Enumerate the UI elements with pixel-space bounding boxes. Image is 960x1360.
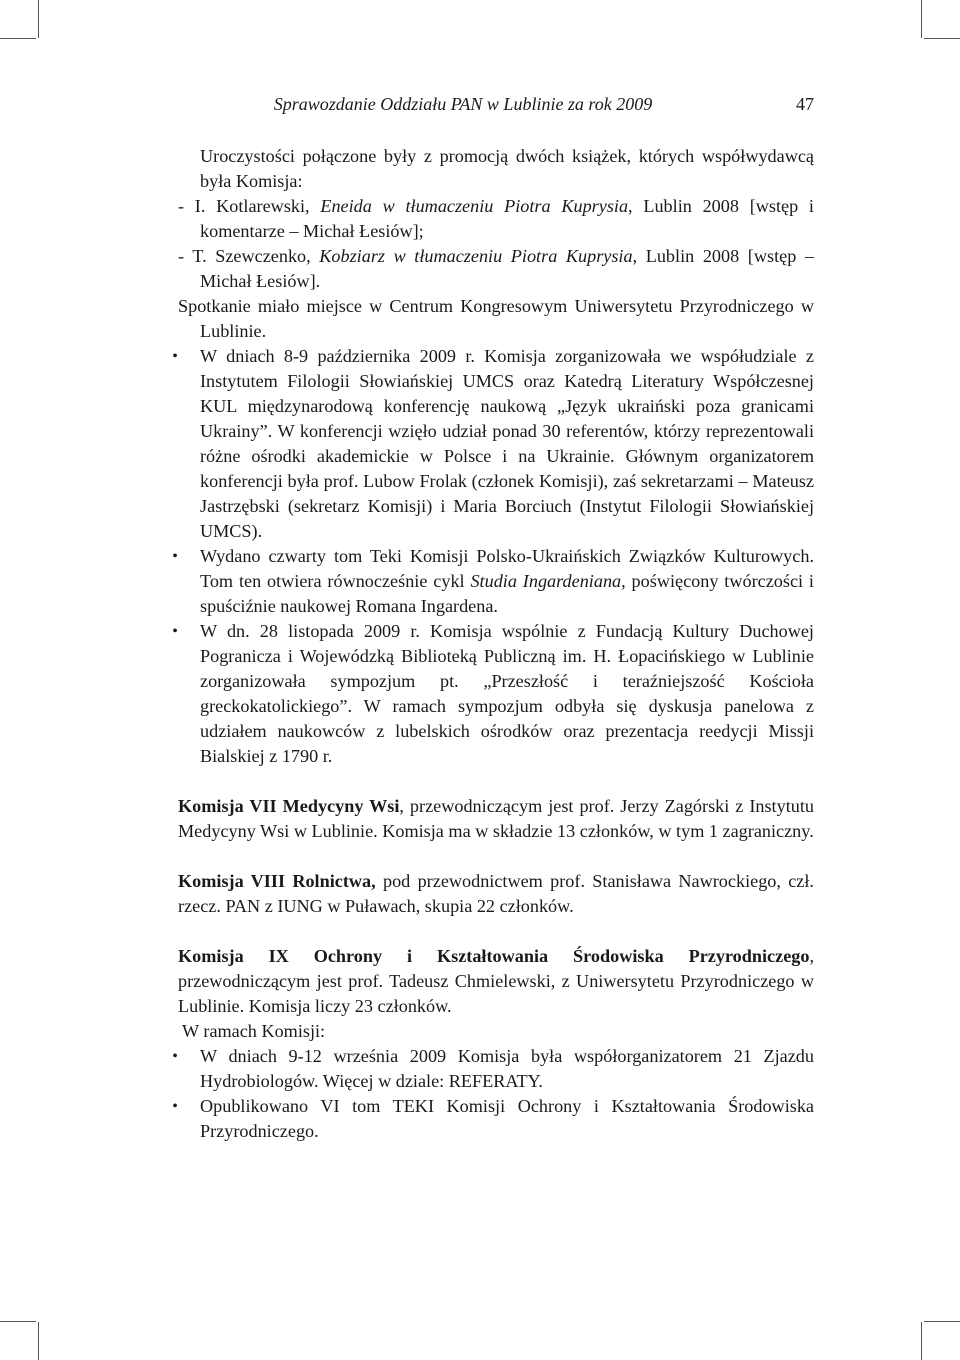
list-item-text: W dn. 28 listopada 2009 r. Komisja wspólnie z Fundacją Kultury Duchowej Pogranicza i Wojewódzką Biblioteką Publiczną im. H. Łopacińskiego w Lublinie zorganizowała sympozjum pt. „Przeszłość i teraźniejszość Kościoła greckokatolickiego”. W ramach sympozjum odbyła się dyskusja panelowa z udziałem naukowców z lubelskich ośrodków oraz prezentacja reedycji Missji Bialskiej z 1790 r.: [200, 621, 814, 766]
list-item-text: Wydano czwarty tom Teki Komisji Polsko-Ukraińskich Związków Kulturowych. Tom ten otwiera równocześnie cykl: [200, 546, 814, 591]
intro-paragraph: Uroczystości połączone były z promocją dwóch książek, których współwydawcą była Komisja:: [200, 146, 814, 191]
crop-mark: [921, 0, 922, 38]
series-title: Studia Ingardeniana: [470, 571, 622, 591]
book-entry: [178, 244, 814, 294]
within-label: W ramach Komisji:: [182, 1021, 326, 1041]
list-item-text: W dniach 8-9 października 2009 r. Komisja zorganizowała we współudziale z Instytutem Filologii Słowiańskiej UMCS oraz Katedrą Literatury Współczesnej KUL międzynarodową konferencję naukową „Język ukraiński poza granicami Ukrainy”. W konferencji wzięło udział ponad 30 referentów, którzy reprezentowali różne ośrodki akademickie w Polsce i na Ukrainie. Głównym organizatorem konferencji była prof. Lubow Frolak (członek Komisji), zaś sekretarzami – Mateusz Jastrzębski (sekretarz Komisji) i Maria Borciuch (Instytut Filologii Słowiańskiej UMCS).: [200, 346, 814, 541]
crop-mark: [38, 0, 39, 38]
crop-mark: [924, 1321, 960, 1322]
bullet-icon: •: [172, 548, 178, 565]
list-item: [172, 619, 814, 769]
book-details: , Lublin 2008 [wstęp i komentarze – Michał Łesiów];: [200, 196, 814, 241]
list-item-text: , poświęcony twórczości i spuściźnie naukowej Romana Ingardena.: [200, 571, 814, 616]
commission-name: Komisja VII Medycyny Wsi: [178, 796, 400, 816]
commission-name: Komisja VIII Rolnictwa,: [178, 871, 376, 891]
crop-mark: [0, 1321, 36, 1322]
crop-mark: [921, 1322, 922, 1360]
list-item: [172, 1094, 814, 1144]
crop-mark: [924, 38, 960, 39]
commission-name: Komisja IX Ochrony i Kształtowania Środowiska Przyrodniczego: [178, 946, 810, 966]
commission-text: , przewodniczącym jest prof. Tadeusz Chmielewski, z Uniwersytetu Przyrodniczego w Lublinie. Komisja liczy 23 członków.: [178, 946, 814, 1016]
list-item: [172, 344, 814, 544]
book-title: Kobziarz w tłumaczeniu Piotra Kuprysia: [319, 246, 633, 266]
list-item-text: Opublikowano VI tom TEKI Komisji Ochrony i Kształtowania Środowiska Przyrodniczego.: [200, 1096, 814, 1141]
crop-mark: [0, 38, 36, 39]
book-details: , Lublin 2008 [wstęp – Michał Łesiów].: [200, 246, 814, 291]
commission-text: , przewodniczącym jest prof. Jerzy Zagórski z Instytutu Medycyny Wsi w Lublinie. Komisja ma w składzie 13 członków, w tym 1 zagraniczny.: [178, 796, 814, 841]
book-author: - T. Szewczenko,: [178, 246, 320, 266]
commission-paragraph: [178, 944, 814, 1019]
commission-paragraph: [178, 794, 814, 844]
book-entry: [178, 194, 814, 244]
list-item: [172, 544, 814, 619]
page-body: [172, 144, 814, 1144]
page-number: 47: [796, 94, 814, 114]
header-title: Sprawozdanie Oddziału PAN w Lublinie za rok 2009: [273, 94, 653, 114]
bullet-icon: •: [172, 623, 178, 640]
running-header: [178, 94, 814, 118]
book-author: - I. Kotlarewski,: [178, 196, 321, 216]
list-item: [172, 1044, 814, 1094]
commission-text: pod przewodnictwem prof. Stanisława Nawrockiego, czł. rzecz. PAN z IUNG w Puławach, skupia 22 członków.: [178, 871, 814, 916]
commission-paragraph: [178, 869, 814, 919]
crop-mark: [38, 1322, 39, 1360]
book-title: Eneida w tłumaczeniu Piotra Kuprysia: [320, 196, 629, 216]
list-item-text: W dniach 9-12 września 2009 Komisja była współorganizatorem 21 Zjazdu Hydrobiologów. Więcej w dziale: REFERATY.: [200, 1046, 814, 1091]
bullet-icon: •: [172, 1048, 178, 1065]
bullet-icon: •: [172, 1098, 178, 1115]
bullet-icon: •: [172, 348, 178, 365]
meeting-paragraph: Spotkanie miało miejsce w Centrum Kongresowym Uniwersytetu Przyrodniczego w Lublinie.: [178, 296, 814, 341]
